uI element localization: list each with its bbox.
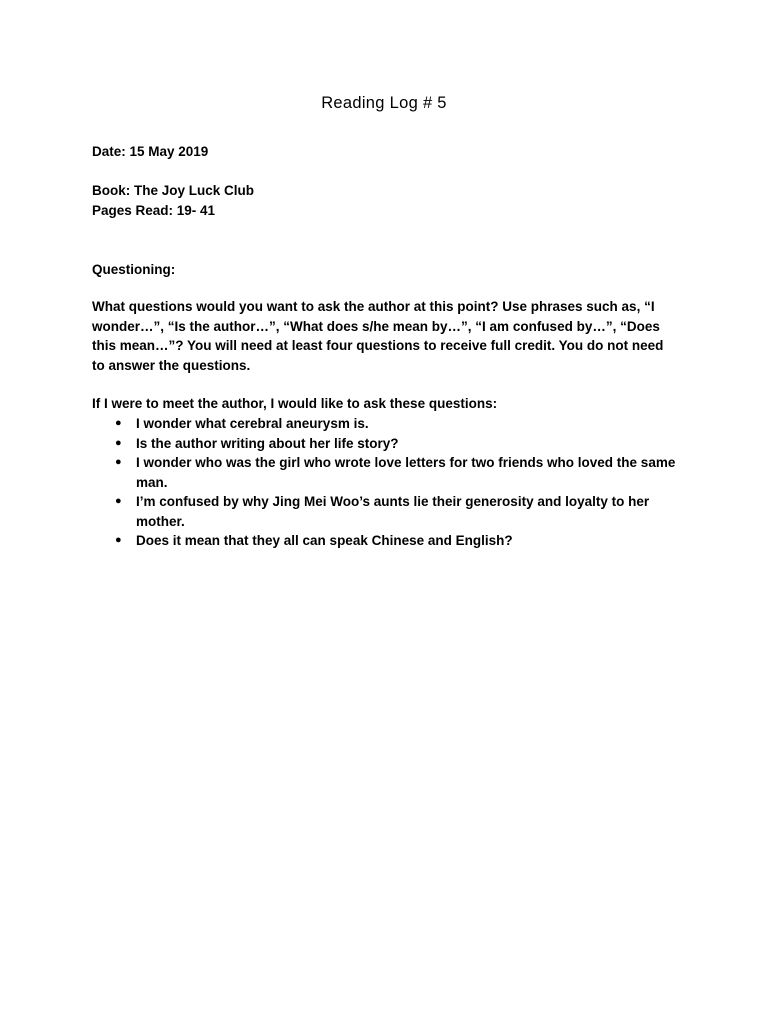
list-item [92,453,677,492]
section-heading: Questioning: [92,262,176,277]
book-line: Book: The Joy Luck Club [92,183,255,198]
list-item [92,414,677,434]
bullet-icon: ● [115,534,122,546]
question-text: I wonder who was the girl who wrote love letters for two friends who loved the same man. [136,455,676,490]
list-item [92,434,677,454]
date-line: Date: 15 May 2019 [92,144,209,159]
questions-list [92,414,677,551]
bullet-icon: ● [115,417,122,429]
question-text: Is the author writing about her life story? [136,435,399,451]
list-item [92,531,677,551]
list-item [92,492,677,531]
bullet-icon: ● [115,495,122,507]
questions-intro: If I were to meet the author, I would like to ask these questions: [92,396,498,411]
instructions-paragraph: What questions would you want to ask the author at this point? Use phrases such as, “I wonder…”, “Is the author…”, “What does s/he mean by…”, “I am confused by…”, “Does this mean…”? You will need at least four questions to receive full credit. You do not need to answer the questions. [92,299,664,373]
bullet-icon: ● [115,436,122,449]
document-title: Reading Log # 5 [321,94,447,112]
question-text: Does it mean that they all can speak Chinese and English? [136,533,513,548]
question-text: I wonder what cerebral aneurysm is. [136,416,369,431]
bullet-icon: ● [115,456,122,468]
question-text: I’m confused by why Jing Mei Woo’s aunts lie their generosity and loyalty to her mother. [136,494,650,529]
pages-read-line: Pages Read: 19- 41 [92,203,216,218]
